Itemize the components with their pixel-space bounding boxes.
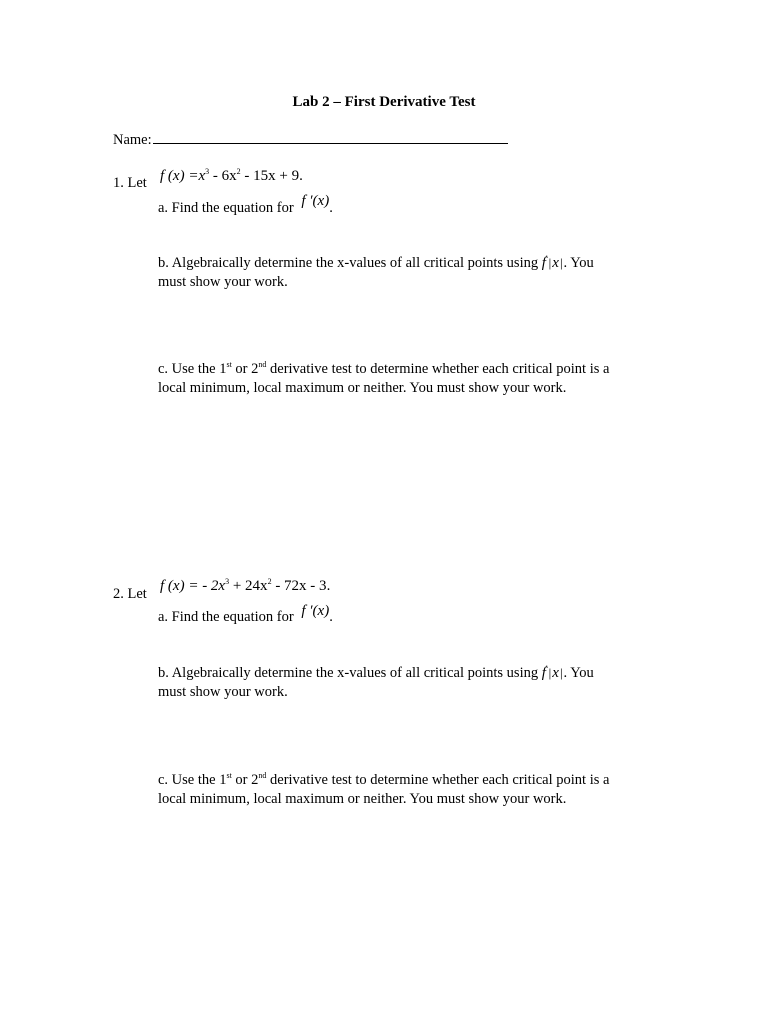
- derivative-expression: f′|x|: [541, 664, 563, 681]
- part-c-text-2: or 2: [231, 361, 259, 377]
- term-1-exponent: 3: [205, 167, 210, 176]
- term-1: x: [198, 168, 206, 184]
- derivative-expression: f ′(x): [301, 193, 330, 209]
- part-b-suffix: . You: [563, 665, 594, 681]
- function-period: .: [326, 578, 331, 594]
- part-b-line-2: must show your work.: [158, 274, 288, 290]
- part-c: [158, 771, 633, 809]
- name-field[interactable]: [113, 129, 508, 150]
- part-b: [158, 663, 594, 702]
- part-b-line-2: must show your work.: [158, 684, 288, 700]
- function-rest: - 15x + 9: [240, 168, 300, 184]
- part-b-suffix: . You: [563, 255, 594, 271]
- part-b-text: b. Algebraically determine the x-values of all critical points using: [158, 255, 539, 271]
- name-underline: [153, 129, 508, 144]
- function-rest: - 72x - 3: [271, 578, 327, 594]
- part-a-text: a. Find the equation for: [158, 609, 294, 625]
- part-a: [158, 603, 333, 627]
- part-c-sup-2: nd: [258, 360, 267, 369]
- function-mid: + 24x: [229, 578, 268, 594]
- function-lhs: f (x) = - 2x: [160, 578, 226, 594]
- problem-number: 2. Let: [113, 586, 147, 602]
- part-c-text-1: c. Use the 1: [158, 772, 227, 788]
- part-a-period: .: [329, 200, 333, 216]
- part-c-text-3: derivative test to determine whether each critical point is a local minimum, local maximum or neither. You must show your work.: [158, 361, 610, 396]
- part-a: [158, 193, 333, 218]
- function-lhs: f (x) =: [160, 168, 199, 184]
- derivative-expression: f ′(x): [301, 603, 330, 619]
- page-title: Lab 2 – First Derivative Test: [292, 94, 476, 110]
- function-period: .: [299, 168, 303, 184]
- term-2-exponent: 2: [236, 167, 241, 176]
- name-label: Name:: [113, 132, 152, 148]
- part-c-sup-1: st: [226, 771, 232, 780]
- derivative-expression: f′|x|: [541, 254, 563, 271]
- term-2-exponent: 2: [267, 577, 272, 586]
- problem-number: 1. Let: [113, 175, 147, 191]
- part-a-period: .: [329, 609, 333, 625]
- part-c-sup-1: st: [226, 360, 232, 369]
- operator: -: [209, 168, 222, 184]
- function-definition: [160, 577, 330, 596]
- part-a-text: a. Find the equation for: [158, 200, 294, 216]
- term-1-exponent: 3: [225, 577, 230, 586]
- term-2: 6x: [221, 168, 237, 184]
- part-c-text-1: c. Use the 1: [158, 361, 227, 377]
- part-b: [158, 253, 594, 292]
- part-c-sup-2: nd: [258, 771, 267, 780]
- function-definition: [160, 167, 303, 186]
- part-c: [158, 360, 633, 398]
- part-b-text: b. Algebraically determine the x-values of all critical points using: [158, 665, 539, 681]
- part-c-text-3: derivative test to determine whether each critical point is a local minimum, local maximum or neither. You must show your work.: [158, 772, 610, 807]
- part-c-text-2: or 2: [231, 772, 259, 788]
